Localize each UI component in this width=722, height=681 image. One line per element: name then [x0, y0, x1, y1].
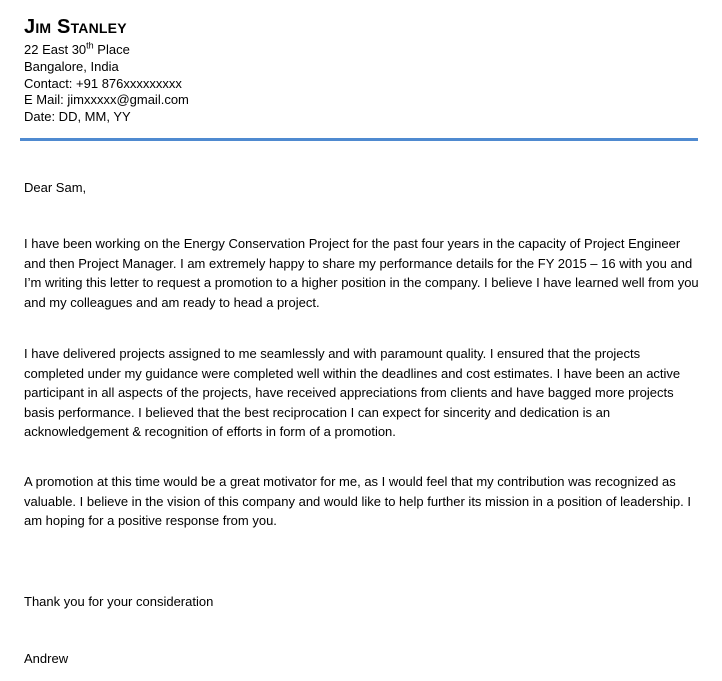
street-ordinal-suffix: th	[86, 40, 94, 51]
contact-line: Contact: +91 876xxxxxxxxx	[24, 75, 182, 91]
sender-name: Jim Stanley	[24, 16, 127, 38]
street-address	[24, 42, 624, 59]
street-end: Place	[93, 42, 130, 57]
salutation: Dear Sam,	[24, 180, 87, 195]
paragraph-3: A promotion at this time would be a great motivator for me, as I would feel that my contribution was recognized as valuable. I believe in the vision of this company and would like to help further its mission in a position of leadership. I am hoping for a positive response from you.	[24, 474, 691, 528]
header-divider	[20, 138, 698, 141]
date-line: Date: DD, MM, YY	[24, 109, 131, 125]
sender-header	[24, 14, 624, 126]
closing-line: Thank you for your consideration	[24, 594, 214, 609]
city-line: Bangalore, India	[24, 58, 119, 74]
email-line: E Mail: jimxxxxx@gmail.com	[24, 92, 189, 108]
street-prefix: 22 East 30	[24, 42, 87, 57]
signature: Andrew	[24, 651, 69, 666]
paragraph-1: I have been working on the Energy Conservation Project for the past four years in the capacity of Project Engineer and then Project Manager. I am extremely happy to share my performance details for the FY 2015 – 16 with you and I’m writing this letter to request a promotion to a higher position in the company. I believe I have learned well from you and my colleagues and am ready to head a project.	[24, 236, 699, 310]
paragraph-2: I have delivered projects assigned to me seamlessly and with paramount quality. I ensured that the projects completed under my guidance were completed well within the deadlines and cost estimates. I have been an active participant in all aspects of the projects, have received appreciations from clients and have bagged more projects basis performance. I believed that the best reciprocation I can expect for sincerity and dedication is an acknowledgement & recognition of efforts in form of a promotion.	[24, 346, 681, 439]
